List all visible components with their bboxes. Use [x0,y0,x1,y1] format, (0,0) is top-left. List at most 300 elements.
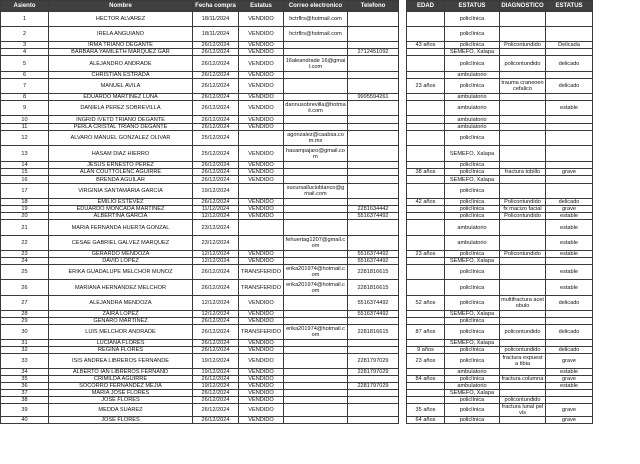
cell-asiento[interactable]: 22 [1,236,49,251]
header-10[interactable]: ESTATUS [546,1,593,12]
cell-edad[interactable]: 38 años [407,169,445,176]
cell-edad[interactable] [407,311,445,318]
cell-nombre[interactable]: ALEJANDRA MENDOZA [49,296,193,311]
cell-nombre[interactable]: ALVARO MANUEL GONZALEZ OLIVAR [49,131,193,146]
cell-fecha[interactable]: 26/12/2024 [193,417,239,424]
cell-estatus2[interactable]: policlínica [445,325,500,340]
cell-diagnostico[interactable]: trauma craneoencefalico [501,80,544,92]
cell-edad[interactable]: 87 años [407,325,445,340]
header-4[interactable]: Estatus [239,1,284,12]
cell-telefono[interactable] [348,42,399,49]
cell-estatus3[interactable] [546,124,593,131]
cell-estatus3[interactable]: delicado [546,296,593,311]
cell-estatus2[interactable]: policlínica [445,265,500,280]
cell-telefono[interactable] [348,56,399,72]
cell-fecha[interactable]: 26/12/2024 [193,56,239,72]
cell-diagnostico[interactable]: fractura lunal pelvis [500,404,546,417]
cell-fecha[interactable]: 26/12/2024 [193,49,239,56]
cell-estatus[interactable]: VENDIDO [239,354,284,369]
header-1[interactable]: Asiento [1,1,49,12]
cell-fecha[interactable]: 19/12/2024 [193,184,239,199]
cell-correo[interactable] [284,318,348,325]
cell-correo[interactable] [284,79,348,94]
table-row[interactable] [1,220,593,236]
cell-telefono[interactable] [348,390,399,397]
cell-edad[interactable] [407,176,445,184]
cell-nombre[interactable]: EDUARDO MONCADA MARTINEZ [49,206,193,213]
cell-estatus2[interactable]: policlínica [445,397,500,404]
header-9[interactable]: DIAGNOSTICO [500,1,546,12]
cell-estatus2[interactable]: SEMEFO, Xalapa [445,258,500,265]
cell-fecha[interactable]: 23/12/2024 [193,236,239,251]
table-row[interactable] [1,325,593,340]
cell-nombre[interactable]: DANIELA PEREZ SOBREVILLA [49,101,193,116]
cell-estatus3[interactable]: grave [546,417,593,424]
cell-estatus[interactable]: VENDIDO [239,397,284,404]
table-row[interactable] [1,131,593,146]
cell-estatus3[interactable] [546,390,593,397]
cell-edad[interactable] [407,236,445,251]
cell-correo[interactable] [284,376,348,383]
cell-fecha[interactable]: 26/12/2024 [193,325,239,340]
cell-estatus[interactable] [239,220,284,236]
cell-estatus[interactable]: VENDIDO [239,347,284,354]
cell-estatus[interactable]: VENDIDO [239,176,284,184]
cell-asiento[interactable]: 29 [1,318,49,325]
cell-asiento[interactable]: 18 [1,199,49,206]
cell-estatus[interactable]: VENDIDO [239,296,284,311]
header-6[interactable]: Telefono [348,1,399,12]
cell-estatus[interactable]: VENDIDO [239,318,284,325]
cell-diagnostico[interactable] [500,369,546,376]
cell-edad[interactable] [407,116,445,124]
cell-estatus[interactable]: VENDIDO [239,27,284,42]
cell-estatus2[interactable]: policlínica [445,56,500,72]
cell-nombre[interactable]: MARIANA HERNANDEZ MELCHOR [49,280,193,296]
cell-estatus2[interactable]: ambulatorio [445,220,500,236]
cell-fecha[interactable]: 26/12/2024 [193,318,239,325]
cell-diagnostico[interactable] [500,176,546,184]
cell-estatus[interactable]: VENDIDO [239,390,284,397]
cell-estatus[interactable]: TRANSFERIDO [239,265,284,280]
cell-estatus[interactable]: VENDIDO [239,72,284,79]
table-row[interactable] [1,383,593,390]
cell-asiento[interactable]: 10 [1,116,49,124]
cell-nombre[interactable]: ALBERTINA GARCIA [49,213,193,220]
cell-telefono[interactable]: 5516374492 [348,251,399,258]
cell-asiento[interactable]: 4 [1,49,49,56]
table-row[interactable] [1,12,593,27]
cell-telefono[interactable] [348,27,399,42]
cell-estatus3[interactable]: estable [546,265,593,280]
cell-edad[interactable] [407,383,445,390]
cell-fecha[interactable]: 12/12/2024 [193,296,239,311]
cell-nombre[interactable]: GERARDO MENDOZA [49,251,193,258]
cell-telefono[interactable]: 2281797029 [348,383,399,390]
cell-estatus[interactable]: VENDIDO [239,146,284,162]
cell-telefono[interactable] [348,397,399,404]
cell-estatus2[interactable]: ambulatorio [445,369,500,376]
cell-estatus3[interactable]: estable [546,101,593,116]
cell-estatus2[interactable]: policlínica [445,347,500,354]
cell-nombre[interactable]: ZAIRA LOPEZ [49,311,193,318]
cell-nombre[interactable]: EMILIO ESTEVEZ [49,199,193,206]
cell-edad[interactable]: 23 años [407,79,445,94]
cell-edad[interactable] [407,390,445,397]
cell-edad[interactable] [407,369,445,376]
table-row[interactable] [1,265,593,280]
cell-asiento[interactable]: 8 [1,94,49,101]
cell-fecha[interactable]: 26/12/2024 [193,347,239,354]
cell-estatus3[interactable] [546,49,593,56]
cell-asiento[interactable]: 28 [1,311,49,318]
table-row[interactable] [1,146,593,162]
cell-correo[interactable] [284,199,348,206]
cell-nombre[interactable]: BARBARA YAMILETH MARQUEZ GAR [49,49,193,56]
cell-estatus3[interactable]: estable [546,280,593,296]
table-row[interactable] [1,236,593,251]
cell-diagnostico[interactable] [500,236,546,251]
cell-telefono[interactable]: 2281816615 [348,265,399,280]
cell-estatus[interactable]: TRANSFERIDO [239,280,284,296]
cell-diagnostico[interactable] [500,311,546,318]
cell-fecha[interactable]: 26/12/2024 [193,116,239,124]
cell-estatus[interactable]: VENDIDO [239,94,284,101]
cell-estatus[interactable]: VENDIDO [239,116,284,124]
cell-telefono[interactable]: 2281816615 [348,280,399,296]
cell-nombre[interactable]: VIRGINIA SANTAMARIA GARCIA [49,184,193,199]
cell-estatus2[interactable]: policlínica [445,184,500,199]
cell-diagnostico[interactable] [500,49,546,56]
cell-fecha[interactable]: 23/12/2024 [193,220,239,236]
cell-estatus3[interactable]: grave [546,354,593,369]
cell-fecha[interactable]: 26/12/2024 [193,124,239,131]
cell-telefono[interactable] [348,236,399,251]
cell-correo[interactable] [284,296,348,311]
cell-estatus2[interactable]: policlínica [445,79,500,94]
cell-estatus3[interactable]: grave [546,169,593,176]
cell-asiento[interactable]: 3 [1,42,49,49]
cell-estatus2[interactable]: policlínica [445,376,500,383]
cell-asiento[interactable]: 16 [1,176,49,184]
cell-estatus[interactable]: VENDIDO [239,199,284,206]
cell-nombre[interactable]: ISIS ANDREA LIBREROS FERNANDE [49,354,193,369]
cell-asiento[interactable]: 14 [1,162,49,169]
table-row[interactable] [1,49,593,56]
header-2[interactable]: Nombre [49,1,193,12]
cell-estatus3[interactable] [546,27,593,42]
cell-estatus2[interactable]: ambulatorio [445,94,500,101]
cell-asiento[interactable]: 9 [1,101,49,116]
cell-estatus3[interactable]: estable [546,383,593,390]
cell-telefono[interactable] [348,404,399,417]
cell-edad[interactable]: 23 años [407,251,445,258]
cell-edad[interactable] [407,124,445,131]
cell-asiento[interactable]: 24 [1,258,49,265]
table-row[interactable] [1,397,593,404]
table-row[interactable] [1,184,593,199]
cell-edad[interactable]: 35 años [407,404,445,417]
cell-correo[interactable] [284,169,348,176]
cell-estatus[interactable]: VENDIDO [239,258,284,265]
cell-estatus3[interactable] [546,318,593,325]
cell-edad[interactable] [407,184,445,199]
cell-nombre[interactable]: PERLA CRISTAL TRIANO DEGANTE [49,124,193,131]
cell-asiento[interactable]: 19 [1,206,49,213]
cell-fecha[interactable]: 26/12/2024 [193,340,239,347]
cell-correo[interactable] [284,72,348,79]
cell-edad[interactable]: 9 años [407,347,445,354]
cell-telefono[interactable] [348,79,399,94]
cell-nombre[interactable]: JOSE FLORES [49,397,193,404]
cell-correo[interactable] [284,49,348,56]
table-row[interactable] [1,27,593,42]
table-row[interactable] [1,169,593,176]
cell-diagnostico[interactable]: policontundido [500,397,546,404]
cell-edad[interactable]: 43 años [407,42,445,49]
cell-estatus2[interactable]: ambulatorio [445,101,500,116]
cell-asiento[interactable]: 7 [1,79,49,94]
cell-diagnostico[interactable] [500,265,546,280]
table-row[interactable] [1,206,593,213]
cell-fecha[interactable]: 26/12/2024 [193,162,239,169]
cell-estatus[interactable]: VENDIDO [239,79,284,94]
cell-nombre[interactable]: CRIMILDA AGUIRRE [49,376,193,383]
cell-fecha[interactable]: 19/12/2024 [193,369,239,376]
cell-estatus3[interactable] [546,116,593,124]
cell-asiento[interactable]: 17 [1,184,49,199]
cell-edad[interactable] [407,265,445,280]
cell-estatus[interactable]: VENDIDO [239,340,284,347]
cell-estatus3[interactable] [546,176,593,184]
cell-telefono[interactable]: 5516374492 [348,258,399,265]
cell-correo[interactable]: hctrflrs@hotmail.com [284,27,348,42]
cell-correo[interactable] [284,94,348,101]
cell-diagnostico[interactable] [500,124,546,131]
table-row[interactable] [1,79,593,94]
cell-edad[interactable]: 42 años [407,199,445,206]
cell-estatus3[interactable]: grave [546,404,593,417]
cell-estatus[interactable]: VENDIDO [239,383,284,390]
cell-estatus[interactable] [239,236,284,251]
cell-diagnostico[interactable]: policontundido [500,56,546,72]
cell-fecha[interactable]: 26/12/2024 [193,376,239,383]
cell-edad[interactable] [407,131,445,146]
table-row[interactable] [1,318,593,325]
cell-estatus2[interactable]: policlínica [445,280,500,296]
cell-fecha[interactable]: 18/11/2024 [193,12,239,27]
cell-edad[interactable] [407,258,445,265]
table-row[interactable] [1,213,593,220]
cell-fecha[interactable]: 12/12/2024 [193,213,239,220]
cell-estatus[interactable]: VENDIDO [239,42,284,49]
table-row[interactable] [1,417,593,424]
cell-fecha[interactable]: 26/12/2024 [193,280,239,296]
cell-correo[interactable] [284,124,348,131]
cell-correo[interactable] [284,116,348,124]
cell-correo[interactable] [284,176,348,184]
cell-estatus3[interactable]: estable [546,213,593,220]
cell-diagnostico[interactable] [500,116,546,124]
cell-telefono[interactable] [348,199,399,206]
cell-edad[interactable] [407,280,445,296]
cell-fecha[interactable]: 26/12/2024 [193,265,239,280]
cell-nombre[interactable]: REGINA FLORES [49,347,193,354]
cell-edad[interactable] [407,12,445,27]
cell-edad[interactable] [407,340,445,347]
table-row[interactable] [1,94,593,101]
cell-edad[interactable] [407,162,445,169]
cell-asiento[interactable]: 35 [1,376,49,383]
cell-telefono[interactable]: 5516374492 [348,311,399,318]
cell-estatus[interactable] [239,131,284,146]
cell-telefono[interactable] [348,169,399,176]
cell-estatus2[interactable]: policlínica [445,131,500,146]
cell-estatus2[interactable]: SEMEFO, Xalapa [445,176,500,184]
cell-asiento[interactable]: 2 [1,27,49,42]
cell-correo[interactable]: erika201974@hotmail.com [284,280,348,296]
cell-diagnostico[interactable] [500,27,546,42]
cell-telefono[interactable] [348,184,399,199]
cell-telefono[interactable]: 2281797029 [348,369,399,376]
table-row[interactable] [1,296,593,311]
cell-nombre[interactable]: MANUEL AVILA [49,79,193,94]
cell-nombre[interactable]: EDUARDO MARTINEZ LUNA [49,94,193,101]
cell-fecha[interactable]: 26/12/2024 [193,72,239,79]
table-row[interactable] [1,162,593,169]
cell-telefono[interactable] [348,146,399,162]
cell-estatus2[interactable]: SEMEFO, Xalapa [445,311,500,318]
cell-diagnostico[interactable]: fractura expuesta tibia [500,354,546,369]
cell-telefono[interactable] [348,340,399,347]
cell-fecha[interactable]: 12/12/2024 [193,258,239,265]
cell-estatus[interactable]: VENDIDO [239,169,284,176]
cell-asiento[interactable]: 39 [1,404,49,417]
cell-nombre[interactable]: ALAN COUTTOLENC AGUIRRE [49,169,193,176]
cell-nombre[interactable]: MARIA FERNANDA HUERTA GONZAL [49,220,193,236]
cell-edad[interactable] [407,206,445,213]
cell-estatus3[interactable]: delicado [546,79,593,94]
cell-diagnostico[interactable] [500,383,546,390]
cell-estatus2[interactable]: policlínica [445,354,500,369]
cell-estatus3[interactable] [546,340,593,347]
cell-fecha[interactable]: 12/12/2024 [193,311,239,318]
cell-telefono[interactable] [348,116,399,124]
cell-asiento[interactable]: 25 [1,265,49,280]
cell-telefono[interactable] [348,12,399,27]
cell-correo[interactable]: dannusobrevilla@hotmail.com [285,102,346,114]
cell-estatus[interactable] [239,184,284,199]
cell-correo[interactable] [284,162,348,169]
cell-fecha[interactable]: 18/11/2024 [193,27,239,42]
cell-diagnostico[interactable] [500,318,546,325]
cell-fecha[interactable]: 26/12/2024 [193,42,239,49]
cell-nombre[interactable]: INGRID IVETD TRIANO DEGANTE [49,116,193,124]
cell-edad[interactable]: 84 años [407,376,445,383]
cell-nombre[interactable]: HASAM DIAZ HIERRO [49,146,193,162]
cell-asiento[interactable]: 21 [1,220,49,236]
cell-estatus[interactable]: TRANSFERIDO [239,325,284,340]
cell-fecha[interactable]: 26/12/2024 [193,397,239,404]
cell-edad[interactable] [407,27,445,42]
cell-estatus2[interactable]: policlínica [445,404,500,417]
cell-diagnostico[interactable] [500,72,546,79]
cell-estatus[interactable]: VENDIDO [239,311,284,318]
cell-fecha[interactable]: 26/12/2024 [193,79,239,94]
cell-correo[interactable] [284,213,348,220]
cell-correo[interactable]: hasampajaro@gmail.com [284,146,348,162]
cell-estatus[interactable]: VENDIDO [239,213,284,220]
cell-estatus2[interactable]: ambulatorio [445,116,500,124]
cell-nombre[interactable]: SOCORRO FERNANDEZ MEJIA [49,383,193,390]
header-5[interactable]: Correo electronico [284,1,348,12]
cell-diagnostico[interactable] [500,101,546,116]
cell-estatus2[interactable]: policlínica [445,251,500,258]
cell-asiento[interactable]: 12 [1,131,49,146]
table-row[interactable] [1,258,593,265]
table-row[interactable] [1,199,593,206]
cell-correo[interactable] [284,340,348,347]
cell-estatus[interactable]: VENDIDO [239,206,284,213]
cell-asiento[interactable]: 1 [1,12,49,27]
cell-diagnostico[interactable] [500,94,546,101]
table-row[interactable] [1,347,593,354]
cell-correo[interactable] [284,397,348,404]
cell-nombre[interactable]: MEDDA SUAREZ [49,404,193,417]
cell-telefono[interactable]: 2712451092 [348,49,399,56]
table-row[interactable] [1,101,593,116]
cell-telefono[interactable] [348,318,399,325]
table-row[interactable] [1,116,593,124]
cell-nombre[interactable]: HECTOR ALVAREZ [49,12,193,27]
cell-asiento[interactable]: 6 [1,72,49,79]
cell-estatus2[interactable]: ambulatorio [445,236,500,251]
cell-diagnostico[interactable]: policontundido [500,347,546,354]
cell-estatus2[interactable]: policlínica [445,162,500,169]
cell-estatus[interactable]: VENDIDO [239,369,284,376]
cell-telefono[interactable]: 5516374492 [348,296,399,311]
cell-estatus2[interactable]: SEMEFO, Xalapa [445,49,500,56]
cell-estatus[interactable]: VENDIDO [239,49,284,56]
cell-telefono[interactable]: 9995594261 [348,94,399,101]
cell-diagnostico[interactable] [500,258,546,265]
cell-fecha[interactable]: 19/12/2024 [193,354,239,369]
cell-nombre[interactable]: LUCIANA FLORES [49,340,193,347]
header-7[interactable]: EDAD [407,1,445,12]
cell-fecha[interactable]: 25/12/2024 [193,131,239,146]
cell-fecha[interactable]: 26/12/2024 [193,404,239,417]
cell-estatus3[interactable]: delicado [546,347,593,354]
cell-diagnostico[interactable]: fractura tobillo [500,169,546,176]
header-8[interactable]: ESTATUS [445,1,500,12]
cell-estatus[interactable]: VENDIDO [239,404,284,417]
cell-correo[interactable] [284,311,348,318]
cell-diagnostico[interactable]: Policontundido [500,213,546,220]
cell-estatus3[interactable] [546,162,593,169]
cell-estatus3[interactable] [546,258,593,265]
cell-estatus2[interactable]: policlínica [445,318,500,325]
cell-asiento[interactable]: 33 [1,354,49,369]
cell-telefono[interactable] [348,162,399,169]
cell-fecha[interactable]: 26/12/2024 [193,176,239,184]
cell-estatus2[interactable]: SEMEFO, Xalapa [445,146,500,162]
cell-nombre[interactable]: BRENDA AGUILAR [49,176,193,184]
cell-estatus2[interactable]: policlínica [445,206,500,213]
cell-estatus2[interactable]: policlínica [445,199,500,206]
cell-edad[interactable] [407,318,445,325]
cell-estatus3[interactable]: Delicada [546,42,593,49]
cell-diagnostico[interactable] [500,131,546,146]
